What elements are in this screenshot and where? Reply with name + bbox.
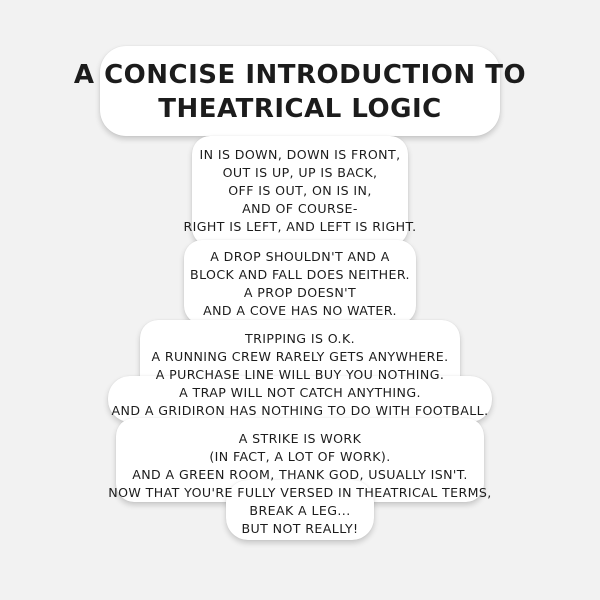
title-line-2: THEATRICAL LOGIC [158, 94, 442, 124]
stanza-4-line-1: A STRIKE IS WORK [238, 431, 362, 446]
stanza-3-line-3: A PURCHASE LINE WILL BUY YOU NOTHING. [155, 367, 445, 382]
stanza-4-line-3: AND A GREEN ROOM, THANK GOD, USUALLY ISN'T. [132, 467, 468, 482]
stanza-3-line-4: A TRAP WILL NOT CATCH ANYTHING. [179, 385, 421, 400]
stanza-4-line-4: NOW THAT YOU'RE FULLY VERSED IN THEATRICAL TERMS, [108, 485, 492, 500]
stanza-2-line-2: BLOCK AND FALL DOES NEITHER. [190, 267, 410, 282]
stanza-4-line-6: BUT NOT REALLY! [241, 521, 359, 536]
stanza-4-line-2: (IN FACT, A LOT OF WORK). [209, 449, 391, 464]
stanza-2-line-4: AND A COVE HAS NO WATER. [203, 303, 397, 318]
stanza-3-line-5: AND A GRIDIRON HAS NOTHING TO DO WITH FOOTBALL. [111, 403, 489, 418]
title-line-1: A CONCISE INTRODUCTION TO [73, 60, 527, 90]
stanza-1-line-5: RIGHT IS LEFT, AND LEFT IS RIGHT. [183, 219, 417, 234]
stanza-1-line-1: IN IS DOWN, DOWN IS FRONT, [199, 147, 401, 162]
stanza-2-line-1: A DROP SHOULDN'T AND A [210, 249, 390, 264]
stanza-4-line-5: BREAK A LEG... [249, 503, 351, 518]
stanza-1-line-3: OFF IS OUT, ON IS IN, [228, 183, 372, 198]
stanza-3-line-2: A RUNNING CREW RARELY GETS ANYWHERE. [151, 349, 449, 364]
stanza-1-line-4: AND OF COURSE- [242, 201, 358, 216]
stanza-3-line-1: TRIPPING IS O.K. [244, 331, 356, 346]
stanza-1-line-2: OUT IS UP, UP IS BACK, [222, 165, 378, 180]
stanza-2-line-3: A PROP DOESN'T [243, 285, 357, 300]
